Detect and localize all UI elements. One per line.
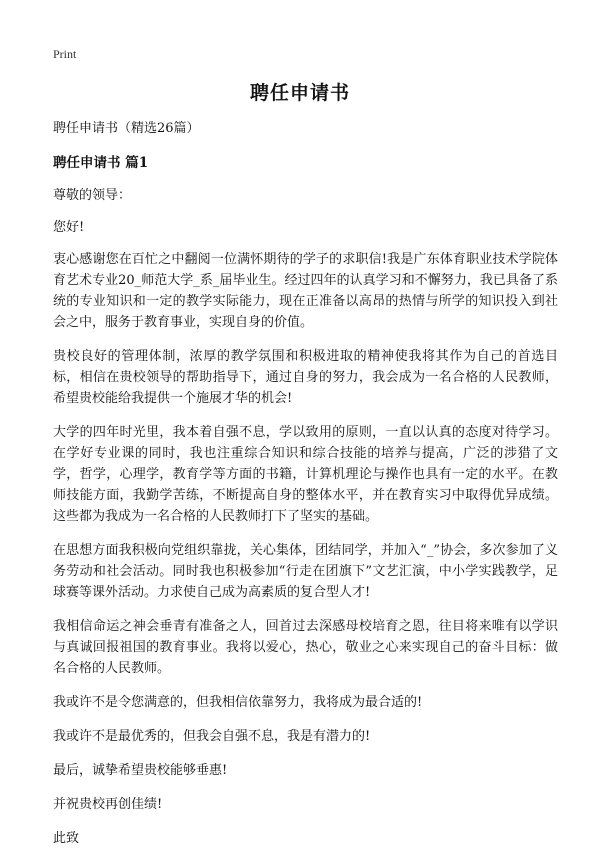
section-heading: 聘任申请书 篇1 xyxy=(53,155,149,171)
paragraph-3: 大学的四年时光里，我本着自强不息，学以致用的原则，一直以认真的态度对待学习。在学好专业课的同时，我也注重综合知识和综合技能的培养与提高，广泛的涉猎了文学，哲学，心理学，教育学等方面的书籍，计算机理论与操作也具有一定的水平。在教师技能方面，我勤学苦练，不断提高自身的整体水平，并在教育实习中取得优异成绩。这些都为我成为一名合格的人民教师打下了坚实的基础。 xyxy=(53,425,558,524)
paragraph-5: 我相信命运之神会垂青有准备之人，回首过去深感母校培育之恩，往目将来唯有以学识与真诚回报祖国的教育事业。我将以爱心，热心，敬业之心来实现自己的奋斗目标：做名合格的人民教师。 xyxy=(53,619,558,676)
print-label: Print xyxy=(53,47,77,61)
paragraph-4: 在思想方面我积极向党组织靠拢，关心集体，团结同学，并加入“_”协会，多次参加了义务劳动和社会活动。同时我也积极参加“行走在团旗下”文艺汇演，中小学实践教学，足球赛等课外活动。力求使自己成为高素质的复合型人才! xyxy=(53,543,558,600)
closing-line-2: 我或许不是最优秀的，但我会自强不息，我是有潜力的! xyxy=(53,729,371,744)
closing-line-4: 并祝贵校再创佳绩! xyxy=(53,797,163,812)
paragraph-1: 衷心感谢您在百忙之中翻阅一位满怀期待的学子的求职信!我是广东体育职业技术学院体育艺术专业20_师范大学_系_届毕业生。经过四年的认真学习和不懈努力，我已具备了系统的专业知识和一定的教学实际能力，现在正准备以高昂的热情与所学的知识投入到社会之中，服务于教育事业，实现自身的价值。 xyxy=(53,252,558,330)
document-body xyxy=(53,118,558,862)
closing-line-3: 最后，诚挚希望贵校能够垂惠! xyxy=(53,763,228,778)
closing-line-1: 我或许不是令您满意的，但我相信依靠努力，我将成为最合适的! xyxy=(53,695,423,710)
greeting: 您好! xyxy=(53,220,85,235)
paragraph-2: 贵校良好的管理体制，浓厚的教学氛围和积极进取的精神使我将其作为自己的首选目标，相信在贵校领导的帮助指导下，通过自身的努力，我会成为一名合格的人民教师，希望贵校能给我提供一个施展才华的机会! xyxy=(53,349,558,406)
salutation: 尊敬的领导： xyxy=(53,188,132,203)
page-title: 聘任申请书 xyxy=(249,82,350,104)
document-subtitle: 聘任申请书（精选26篇） xyxy=(53,121,200,136)
closing-line-5: 此致 xyxy=(53,831,80,846)
